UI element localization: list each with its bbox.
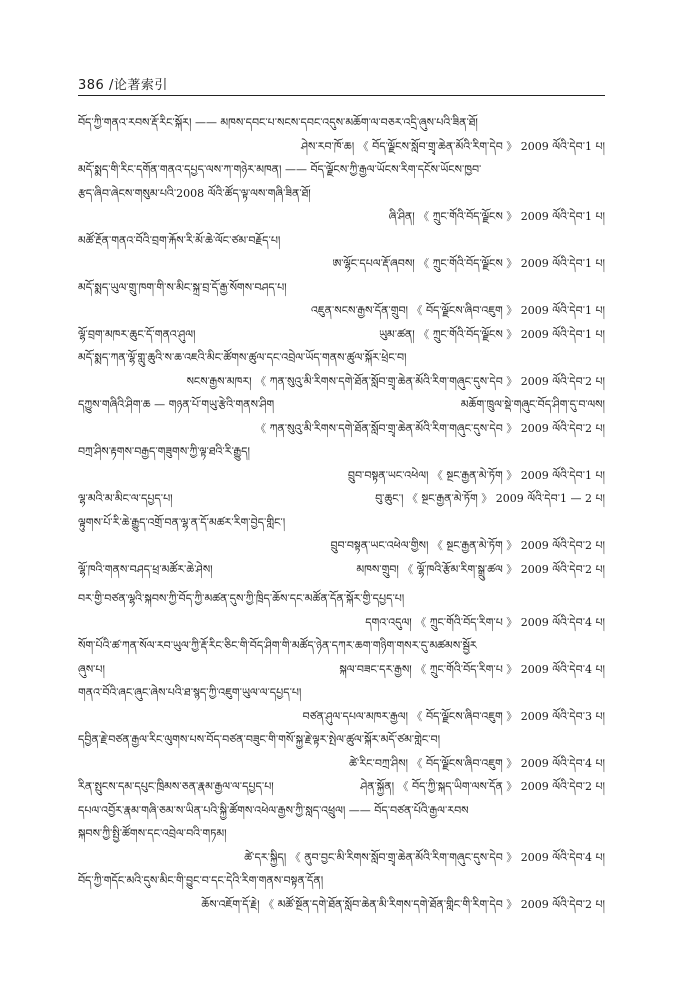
- entry-title: གནའ་བོའི་ཞང་ཞུང་ཞེས་པའི་ཐ་སྙད་ཀྱི་འཇུག་ཡུལ་ལ་དཔྱད་པ།: [78, 686, 302, 699]
- page-number-title: 386 /论著索引: [78, 78, 168, 93]
- entry-title: བོད་ཀྱི་གདོང་མའི་དུས་མིང་གི་བྱུང་བ་དང་དེའི་རིག་གནས་བསྟན་དོན།: [78, 874, 324, 887]
- entry-line: [78, 325, 605, 349]
- entry-citation: བུ་ཆུང་། 《 སྔང་རྒྱན་མེ་ཏོག 》 2009 ལོའི་དེབ་1 — 2 པ།: [375, 492, 605, 505]
- entry-title: ཞུས་པ།: [78, 662, 105, 676]
- entry-citation: ཨ་ལྷོང་དཔལ་རྡོ་ཞབས། 《 ཀྲུང་གོའི་བོད་ལྗོངས 》 2009 ལོའི་དེབ་1 པ།: [332, 257, 605, 270]
- entry-citation: མཆོག་ཁྲུལ་སྡེ་གཞུང་བོད་ཤིག་དུ་བ་ལས།: [460, 398, 605, 411]
- entry-citation: 《 ཀན་སུའུ་མི་རིགས་དགེ་ཐོན་སློབ་གྲྭ་ཆེན་མོའི་རིག་གཞུང་དུས་དེབ 》 2009 ལོའི་དེབ་2 པ།: [255, 421, 605, 435]
- entry-title: ལྷོ་ཁའི་གནས་བཤད་ཕྲ་མཚོར་ཆེ་ཤེས།: [78, 562, 213, 576]
- entry-title: དཔལ་འབྱོར་རྣམ་གཞི་ཅམ་ས་ཡིན་པའི་སྐྱི་ཚོགས་འཕེལ་རྒྱས་ཀྱི་སླད་འཕྲུལ། —— བོད་བཙན་པོའི་རྒྱལ་རབས: [78, 803, 469, 817]
- entry-line: [78, 489, 605, 513]
- entry-title: མདོ་སྨད་ཡུལ་གྲུ་ཁག་གི་ས་མིང་སྐྲ་བྲ་དོ་རྒྱ་སོགས་བཤད་པ།: [78, 280, 287, 294]
- entry-title: མདོ་སྨད་ཀན་ལྷོ་གླུ་ཆུའི་ས་ཆ་འཇའི་མིང་ཚོགས་ཚུལ་དང་འབྲེལ་ཡོད་གནས་ཚུལ་སྐོར་ཕྲེང་བ།: [78, 351, 407, 364]
- entry-citation: དགའ་འདུལ། 《 ཀྲུང་གོའི་བོད་རིག་པ 》 2009 ལོའི་དེབ་4 པ།: [365, 615, 605, 629]
- entry-title: ལྷ་མའི་མ་མིང་ལ་དཔྱད་པ།: [78, 492, 173, 505]
- entry-title: རིན་སྤུངས་དམ་དཔུང་ཁྲིམས་ཅན་རྣམ་རྒྱལ་ལ་དཔྱད་པ།: [78, 780, 274, 793]
- entry-citation: ཚེ་རིང་བཀྲ་ཤིས། 《 བོད་ལྗོངས་ཞིབ་འཇུག 》 2009 ལོའི་དེབ་4 པ།: [349, 756, 605, 770]
- entry-citation: ཤེན་སྐྱོན། 《 བོད་ཀྱི་སྐད་ཡིག་ལས་དོན 》 2009 ལོའི་དེབ་2 པ།: [360, 780, 605, 793]
- entry-title: རྩད་ཞིབ་ཞེངས་གསུམ་པའི་2008 ལོའི་ཚོད་ལྟ་ལས་གཞི་ཟིན་ཐོ།: [78, 186, 311, 200]
- entry-title: བཀྲ་ཤིས་རྟགས་བརྒྱད་གཟུགས་ཀྱི་ལྟ་ཐའི་རི་རྒྱུད།: [78, 445, 250, 458]
- entry-line: [78, 777, 605, 801]
- entry-citation: བཙན་ཤུལ་དཔལ་མཁར་རྒྱལ། 《 བོད་ལྗོངས་ཞིབ་འཇུག 》 2009 ལོའི་དེབ་3 པ།: [302, 709, 605, 723]
- entry-citation: བྲུབ་བསྟན་ཡང་འཕེལ། 《 སྔང་རྒྱན་མེ་ཏོག 》 2009 ལོའི་དེབ་1 པ།: [347, 468, 605, 482]
- entry-title: སོག་པོའི་ཚ་ཀན་སོལ་རབ་ཡུལ་ཀྱི་རྡོ་རིང་ཅིང་གི་བོད་ཤིག་གི་མཚོད་ཉེན་དཀར་ཆག་གཉིག་གསར་དུ་མཚམས་སྦྱོར: [78, 639, 477, 652]
- entry-title: བོད་ཀྱི་གནའ་རབས་རྡོ་རིང་སྐོར། —— མཁས་དབང་པ་སངས་དབང་འདུས་མཆོག་ལ་བཅར་འདྲི་ཞུས་པའི་ཟིན་ཐོ།: [78, 116, 478, 129]
- entry-title: མཚོ་རྔོན་གནའ་བོའི་བྲག་རྐོས་རི་མོ་ཆེ་ལོང་ཙམ་བརྗོད་པ།: [78, 233, 281, 247]
- entry-line: [78, 660, 605, 684]
- entry-title: བར་གྱི་བཙན་ལྷའི་སྐབས་ཀྱི་བོད་ཀྱི་མཚན་དུས་ཀྱི་ཁྲིད་ཆོས་དང་མཚོན་དོན་སྐོར་གྱི་དཔྱད་པ།: [78, 592, 405, 605]
- entry-citation: ཡུམ་ཚན། 《 ཀྲུང་གོའི་བོད་ལྗོངས 》 2009 ལོའི་དེབ་1 པ།: [379, 327, 605, 341]
- entry-citation: ཆོས་འཇོག་དོ་རྗེ། 《 མཚོ་སྔོན་དགེ་ཐོན་སློབ་ཆེན་མི་རིགས་དགེ་ཐོན་གླིང་གི་རིག་དེབ 》 2009 ལོའི་དེབ་2 པ།: [201, 897, 605, 911]
- entry-title: ལྷོ་བྲག་མཁར་ཆུང་དོ་གནའ་ཤུལ།: [78, 327, 196, 341]
- entry-line: [78, 395, 605, 419]
- entry-citation: ཤེས་རབ་ཁོ་ཆ། 《 བོད་ལྗོངས་སློབ་གྲྭ་ཆེན་མོའི་རིག་དེབ 》 2009 ལོའི་དེབ་1 པ།: [300, 139, 605, 153]
- entry-citation: སངས་རྒྱས་མཁར། 《 ཀན་སུའུ་མི་རིགས་དགེ་ཐོན་སློབ་གྲྭ་ཆེན་མོའི་རིག་གཞུང་དུས་དེབ 》 2009 ལོའི་དེབ་2 པ།: [186, 374, 605, 388]
- entry-citation: སྐལ་བཟང་དར་རྒྱས། 《 ཀྲུང་གོའི་བོད་རིག་པ 》 2009 ལོའི་དེབ་4 པ།: [339, 662, 605, 676]
- header-rule: [78, 95, 605, 96]
- entry-title: ལྟུགས་པོ་རི་ཆེ་རྒྱུད་འགྲོ་བན་ལྷ་ན་དོ་མཚར་རིག་བྱེད་གླིང་།: [78, 515, 286, 529]
- entry-citation: མཁས་གྲུབ། 《 ལྷོ་ཁའི་རྩོམ་རིག་སྒྲུ་ཚལ 》 2009 ལོའི་དེབ་2 པ།: [356, 562, 605, 576]
- entry-line: [78, 560, 605, 584]
- entry-title: དབྱིན་རྗེ་བཙན་རྒྱལ་རིང་ལུགས་པས་བོད་བཙན་བཟུང་གི་གསོ་སྐྱ་རྗེ་ལྟར་སྤེལ་ཚུལ་སྐོར་མདོ་ཙམ་གླེང་བ།: [78, 733, 441, 746]
- entry-citation: ཚེ་དར་སྐྱིད། 《 ནུབ་བྱང་མི་རིགས་སློབ་གྲྭ་ཆེན་མོའི་རིག་གཞུང་དུས་དེབ 》 2009 ལོའི་དེབ་4 པ།: [244, 850, 605, 864]
- entry-title: མདོ་སྨད་གི་རིང་དགོན་གནའ་དཔྱད་ལས་ཀ་གཉེར་མཁན། —— བོད་ལྗོངས་ཀྱི་རྒྱལ་ཡོངས་རིག་དངོས་ཡོངས་ཁྱབ་: [78, 163, 482, 176]
- entry-citation: ཞི་ཤིན། 《 ཀྲུང་གོའི་བོད་ལྗོངས 》 2009 ལོའི་དེབ་1 པ།: [388, 210, 605, 223]
- entry-citation: འཇུན་སངས་རྒྱས་དོན་གྲུབ། 《 བོད་ལྗོངས་ཞིབ་འཇུག 》 2009 ལོའི་དེབ་1 པ།: [311, 304, 605, 317]
- entry-title: སྐབས་ཀྱི་སྤྱི་ཚོགས་དང་འབྲེལ་བའི་གཏམ།: [78, 827, 227, 840]
- entry-citation: བྲུབ་བསྟན་ཡང་འཕེལ་གྱིས། 《 སྔང་རྒྱན་མེ་ཏོག 》 2009 ལོའི་དེབ་2 པ།: [330, 539, 605, 552]
- entry-title: དཀྱུས་གཞིའི་ཤིག་ཆ — གཉན་པོ་གཡུ་རྩེའི་གནས་ཤིག: [78, 398, 275, 411]
- index-entries: [78, 113, 605, 918]
